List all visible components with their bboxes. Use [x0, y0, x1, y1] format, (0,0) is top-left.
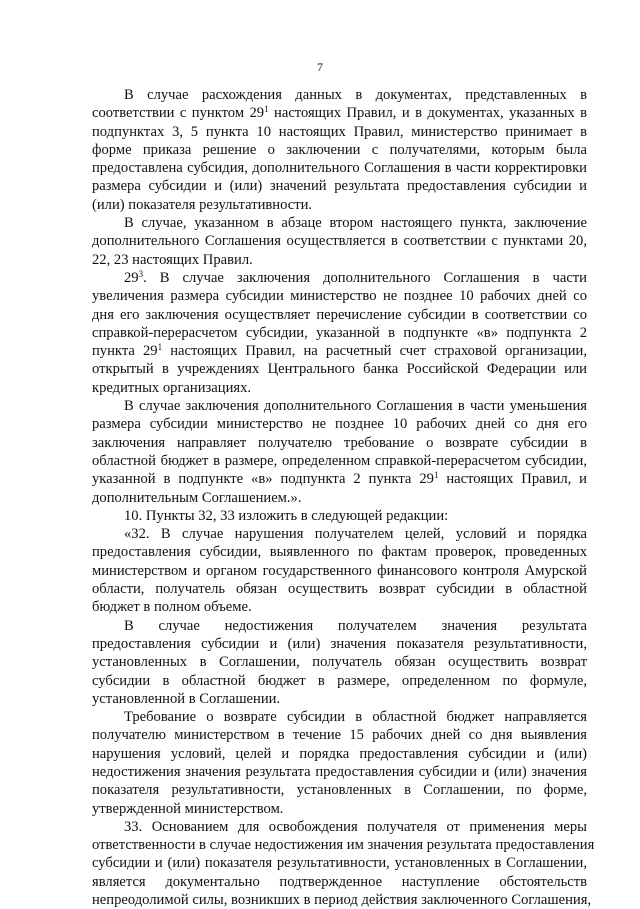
- text-line: (или) показателя результативности.: [92, 196, 313, 213]
- text-line: предоставления субсидии, выявленного по фактам проверок, проведенных: [92, 544, 587, 561]
- text-line: 22, 23 настоящих Правил.: [92, 251, 253, 268]
- text-line: предоставлена субсидия, дополнительного Соглашения в части корректировки: [92, 160, 587, 177]
- text-line: дополнительного Соглашения осуществляется в соответствии с пунктами 20,: [92, 233, 587, 250]
- text-line: нарушения условий, целей и порядка предоставления субсидии и (или): [92, 745, 587, 762]
- text-line: установленных в Соглашении, получатель обязан осуществить возврат: [92, 654, 587, 671]
- text-line: открытый в учреждениях Центрального банка Российской Федерации или: [92, 361, 587, 378]
- text-line: В случае расхождения данных в документах, представленных в: [124, 87, 587, 103]
- page-number: 7: [317, 60, 323, 74]
- text-line: 10. Пункты 32, 33 изложить в следующей редакции:: [124, 507, 449, 524]
- document-body: [92, 86, 595, 909]
- text-line: субсидии и (или) показателя результативности, установленных в Соглашении,: [92, 855, 587, 872]
- text-line: увеличения размера субсидии министерство не позднее 10 рабочих дней со: [92, 288, 587, 305]
- text-line: недостижения значения результата предоставления субсидии и (или) значения: [92, 763, 587, 780]
- text-line: дня его заключения осуществляет перечисление субсидии в соответствии со: [92, 306, 587, 323]
- text-line: размера субсидии и (или) значений результата предоставления субсидии и: [92, 178, 587, 195]
- text-line: областной бюджет в размере, определенном справкой-перерасчетом субсидии,: [92, 452, 587, 469]
- text-line: пункта $29^1$ настоящих Правил, на расчетный счет страховой организации,: [92, 342, 588, 360]
- text-line: бюджет в полном объеме.: [92, 599, 252, 616]
- text-line: кредитных организациях.: [92, 379, 252, 396]
- text-line: области, получатель обязан осуществить возврат субсидии в областной: [92, 581, 587, 598]
- text-line: подпунктах 3, 5 пункта 10 настоящих Правил, министерство принимает в: [92, 123, 587, 140]
- text-line: является документально подтвержденное наступление обстоятельств: [92, 873, 587, 890]
- text-line: установленной в Соглашении.: [92, 690, 281, 707]
- text-line: $29^3$. В случае заключения дополнительного Соглашения в части: [124, 268, 587, 286]
- text-line: утвержденной министерством.: [92, 800, 284, 817]
- text-line: справкой-перерасчетом субсидии, указанной в подпункте «в» подпункта 2: [92, 324, 587, 341]
- text-line: непреодолимой силы, возникших в период действия заключенного Соглашения,: [92, 892, 592, 909]
- text-line: субсидии в областной бюджет в размере, определенном по формуле,: [92, 672, 587, 689]
- text-line: предоставления субсидии и (или) значения показателя результативности,: [92, 635, 587, 652]
- text-line: размера субсидии министерство не позднее 10 рабочих дней со дня его: [92, 416, 587, 433]
- text-line: получателю министерством в течение 15 рабочих дней со дня выявления: [92, 727, 587, 744]
- text-line: В случае, указанном в абзаце втором настоящего пункта, заключение: [124, 215, 587, 232]
- text-line: соответствии с пунктом $29^1$ настоящих Правил, и в документах, указанных в: [92, 104, 588, 122]
- text-line: указанной в подпункте «в» подпункта 2 пункта $29^1$ настоящих Правил, и: [92, 470, 587, 488]
- text-line: заключения направляет получателю требование о возврате субсидии в: [92, 434, 587, 451]
- text-line: министерством и органом государственного финансового контроля Амурской: [92, 562, 587, 579]
- text-line: В случае недостижения получателем значения результата: [124, 617, 587, 634]
- text-line: «32. В случае нарушения получателем целей, условий и порядка: [124, 526, 587, 543]
- text-line: В случае заключения дополнительного Соглашения в части уменьшения: [124, 398, 587, 415]
- text-line: дополнительным Соглашением.».: [92, 489, 302, 506]
- text-line: показателя результативности, установленных в Соглашении, по форме,: [92, 782, 587, 799]
- text-line: 33. Основанием для освобождения получателя от применения меры: [124, 818, 587, 835]
- text-line: ответственности в случае недостижения им значения результата предоставления: [92, 837, 595, 854]
- text-line: форме приказа решение о заключении с получателями, которым была: [92, 141, 587, 158]
- text-line: Требование о возврате субсидии в областной бюджет направляется: [124, 709, 587, 726]
